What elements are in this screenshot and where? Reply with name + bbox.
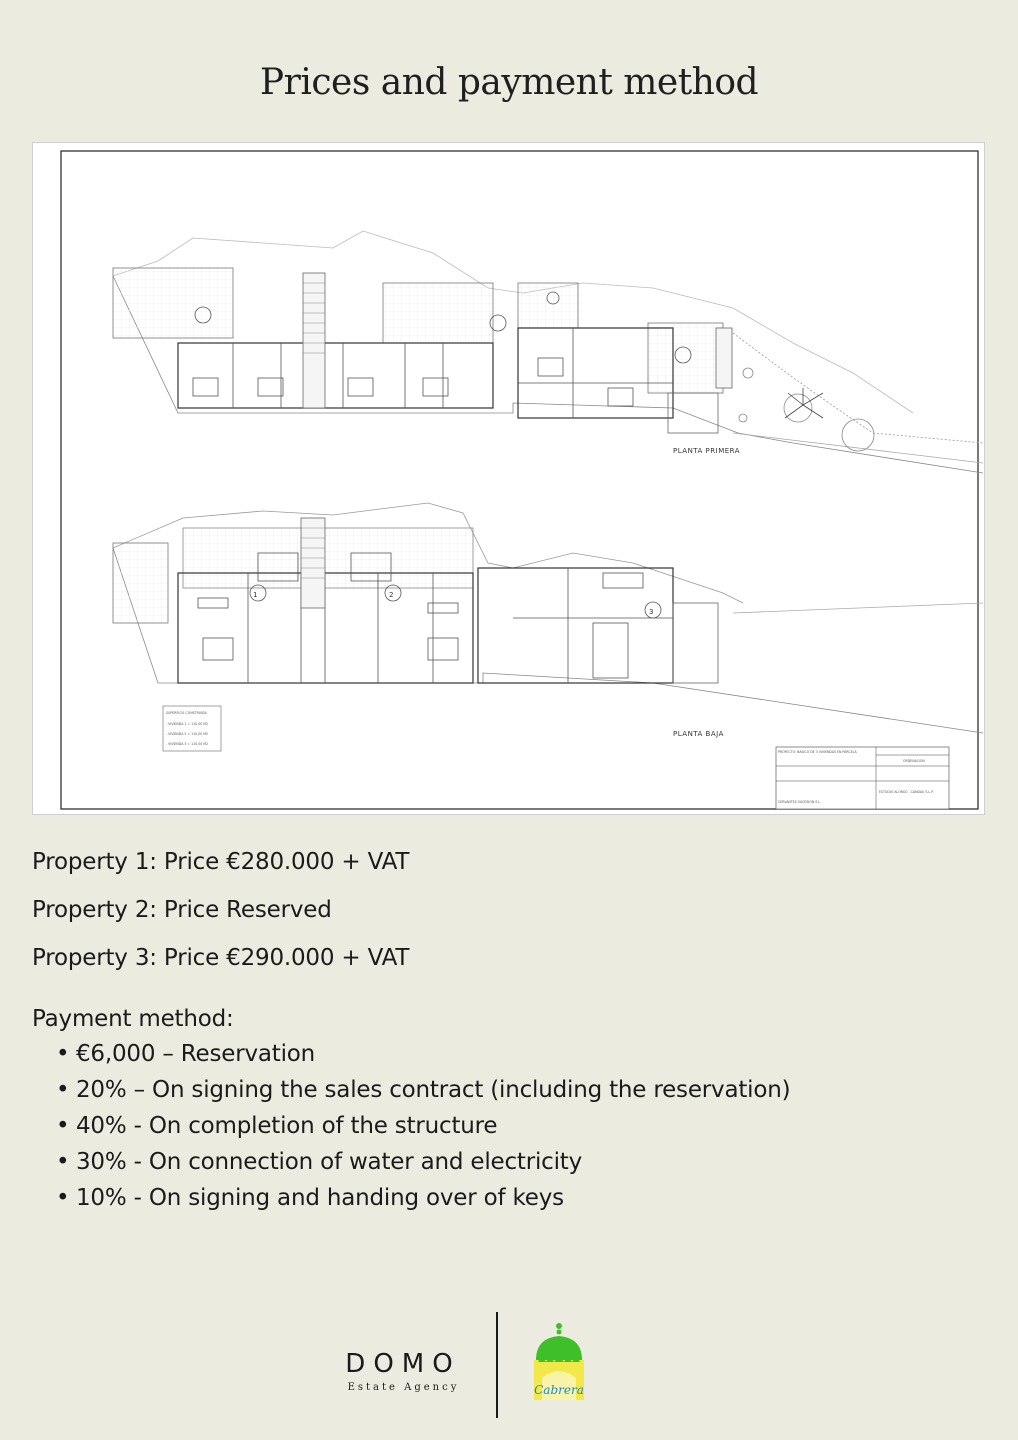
floor-plan-svg — [33, 143, 986, 816]
legend-row: - VIVIENDA 2 = 110,00 M2 — [166, 732, 209, 736]
page-title: Prices and payment method — [259, 62, 759, 103]
ground-floor-label: PLANTA BAJA — [673, 730, 724, 738]
title-block-promoter: CERVANTES SUCESION S.L. — [778, 800, 822, 804]
unit-number-2: 2 — [389, 591, 394, 599]
title-block — [776, 747, 949, 809]
payment-item: • 40% - On completion of the structure — [56, 1108, 790, 1144]
ground-floor-plan — [113, 503, 983, 733]
domo-tagline: Estate Agency — [347, 1382, 460, 1393]
domo-logo — [336, 1348, 471, 1393]
cabrera-emblem — [528, 1320, 590, 1402]
payment-item: • 10% - On signing and handing over of keys — [56, 1180, 790, 1216]
payment-item: • 30% - On connection of water and electricity — [56, 1144, 790, 1180]
domo-wordmark-text: DOMO — [345, 1349, 461, 1378]
upper-floor-label: PLANTA PRIMERA — [673, 447, 741, 455]
upper-floor-plan — [113, 231, 983, 473]
area-legend — [163, 706, 221, 751]
payment-item: • €6,000 – Reservation — [56, 1036, 790, 1072]
property-price-list — [32, 840, 409, 984]
unit-number-3: 3 — [649, 608, 654, 616]
legend-row: - VIVIENDA 1 = 110,00 M2 — [166, 722, 209, 726]
logo-divider — [496, 1312, 498, 1418]
legend-title: SUPERFICIE CONSTRUIDA — [166, 711, 207, 715]
property-1-price: Property 1: Price €280.000 + VAT — [32, 849, 410, 875]
payment-list — [32, 1036, 790, 1216]
payment-item: • 20% – On signing the sales contract (including the reservation) — [56, 1072, 790, 1108]
unit-number-1: 1 — [253, 591, 258, 599]
payment-heading: Payment method: — [32, 1006, 234, 1032]
payment-method-section — [32, 1002, 790, 1216]
title-block-plan-name: ORDENACION — [903, 759, 925, 763]
title-block-project: PROYECTO: BASICO DE 3 VIVIENDAS EN PARCELA — [778, 750, 857, 754]
cabrera-logo — [528, 1320, 590, 1406]
property-2-price: Property 2: Price Reserved — [32, 897, 332, 923]
property-3-price: Property 3: Price €290.000 + VAT — [32, 945, 410, 971]
legend-row: - VIVIENDA 3 = 110,00 M2 — [166, 742, 209, 746]
domo-wordmark — [336, 1348, 471, 1378]
title-block-studio: ESTUDIO ALONSO - CANDAU S.L.P. — [879, 790, 934, 794]
footer-logos — [0, 1310, 1018, 1440]
cabrera-name: Cabrera — [534, 1383, 584, 1397]
floor-plan-drawing — [32, 142, 985, 815]
